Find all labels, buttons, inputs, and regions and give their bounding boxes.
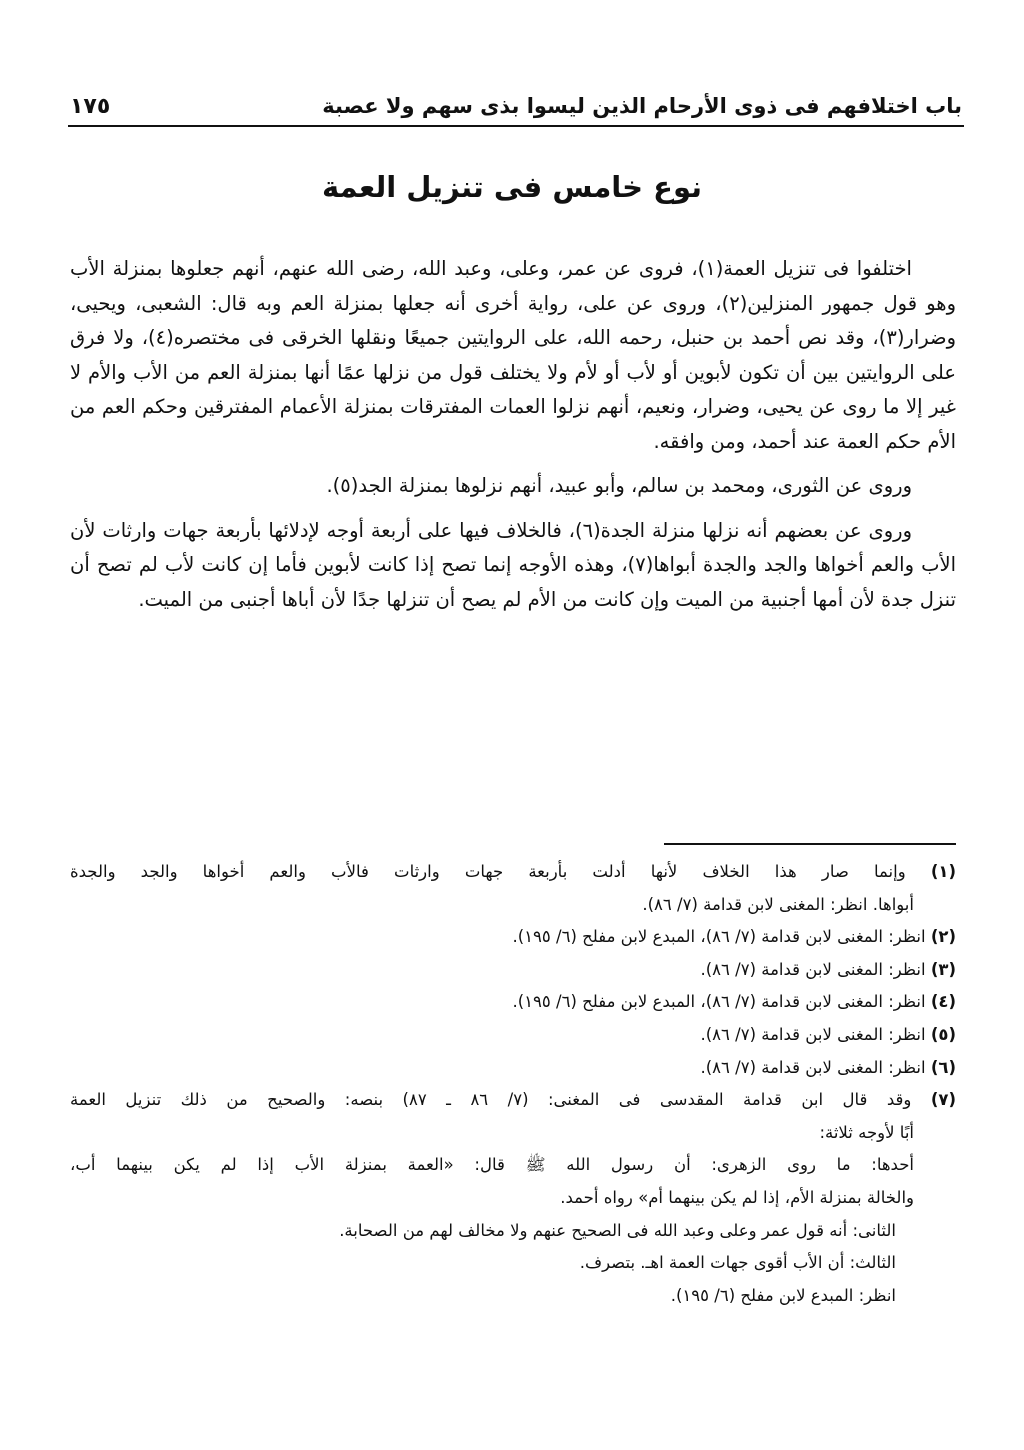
running-header <box>70 88 962 124</box>
footnote-text: انظر: المغنى لابن قدامة (٧/ ٨٦)، المبدع لابن مفلح (٦/ ١٩٥). <box>512 992 926 1012</box>
footnote-6 <box>70 1052 956 1085</box>
footnote-sub-item: الثالث: أن الأب أقوى جهات العمة اهـ. بتصرف. <box>579 1253 896 1273</box>
footnotes <box>70 856 956 1312</box>
footnote-number: (٣) <box>930 959 956 979</box>
footnote-sub-item-continued: والخالة بمنزلة الأم، إذا لم يكن بينهما أم» رواه أحمد. <box>560 1187 914 1207</box>
footnote-text: وقد قال ابن قدامة المقدسى فى المغنى: (٧/ ٨٦ ـ ٨٧) بنصه: والصحيح من ذلك تنزيل العمة <box>70 1090 912 1110</box>
footnote-text-continued: أبًا لأوجه ثلاثة: <box>819 1122 914 1142</box>
footnote-4 <box>70 986 956 1019</box>
footnote-number: (٧) <box>930 1090 956 1110</box>
footnote-number: (٢) <box>930 927 956 947</box>
footnote-text: وإنما صار هذا الخلاف لأنها أدلت بأربعة جهات وارثات فالأب والعم أخواها والجد والجدة <box>70 862 906 881</box>
footnote-text: انظر: المغنى لابن قدامة (٧/ ٨٦). <box>700 1057 926 1077</box>
paragraph: اختلفوا فى تنزيل العمة(١)، فروى عن عمر، وعلى، وعبد الله، رضى الله عنهم، أنهم جعلوها بمنزلة الأب وهو قول جمهور المنزلين(٢)، وروى عن على، رواية أخرى أنه جعلها بمنزلة العم وبه قال: الشعبى، ويحيى، وضرار(٣)، وقد نص أحمد بن حنبل، رحمه الله، على الروايتين جميعًا ونقلها الخرقى فى مختصره(٤)، ولا فرق على الروايتين بين أن تكون لأبوين أو لأب أو لأم ولا يختلف قول من نزلها عمًا أنها بمنزلة العم من الأب والأم لا غير إلا ما روى عن يحيى، وضرار، ونعيم، أنهم نزلوا العمات المفترقات بمنزلة الأعمام المفترقين وحكم العم من الأم حكم العمة عند أحمد، ومن وافقه. <box>70 257 956 453</box>
paragraph: وروى عن بعضهم أنه نزلها منزلة الجدة(٦)، فالخلاف فيها على أربعة أوجه لإدلائها بأربعة جهات وارثات لأن الأب والعم أخواها والجد والجدة أبواها(٧)، وهذه الأوجه إنما تصح إذا كانت لأبوين فأما إن كانت لأب لم تصح أن تنزل جدة لأن أمها أجنبية من الميت وإن كانت من الأم لم يصح أن تنزلها جدًا لأن أباها أجنبى من الميت. <box>70 518 956 611</box>
footnote-2 <box>70 921 956 954</box>
footnote-text-continued: أبواها. انظر: المغنى لابن قدامة (٧/ ٨٦). <box>642 894 914 914</box>
footnote-number: (٥) <box>930 1024 956 1044</box>
footnote-text: انظر: المغنى لابن قدامة (٧/ ٨٦)، المبدع لابن مفلح (٦/ ١٩٥). <box>512 927 926 947</box>
footnote-number: (١) <box>930 862 956 881</box>
footnote-number: (٦) <box>930 1057 956 1077</box>
footnote-number: (٤) <box>930 992 956 1012</box>
main-text <box>70 252 956 617</box>
footnote-sub-item: الثانى: أنه قول عمر وعلى وعبد الله فى الصحيح عنهم ولا مخالف لهم من الصحابة. <box>339 1220 896 1240</box>
footnote-separator <box>664 843 956 845</box>
chapter-running-title: باب اختلافهم فى ذوى الأرحام الذين ليسوا بذى سهم ولا عصبة <box>322 94 962 118</box>
footnote-3 <box>70 954 956 987</box>
section-title: نوع خامس فى تنزيل العمة <box>321 170 703 204</box>
paragraph: وروى عن الثورى، ومحمد بن سالم، وأبو عبيد، أنهم نزلوها بمنزلة الجد(٥). <box>326 474 912 497</box>
footnote-1 <box>70 856 956 921</box>
footnote-5 <box>70 1019 956 1052</box>
footnote-text: انظر: المغنى لابن قدامة (٧/ ٨٦). <box>700 959 926 979</box>
footnote-7 <box>70 1084 956 1312</box>
page-number: ١٧٥ <box>70 93 111 119</box>
footnote-sub-item: انظر: المبدع لابن مفلح (٦/ ١٩٥). <box>670 1285 896 1305</box>
header-rule <box>68 125 964 127</box>
footnote-text: انظر: المغنى لابن قدامة (٧/ ٨٦). <box>700 1024 926 1044</box>
footnote-sub-item: أحدها: ما روى الزهرى: أن رسول الله ﷺ قال: «العمة بمنزلة الأب إذا لم يكن بينهما أب، <box>70 1155 914 1175</box>
